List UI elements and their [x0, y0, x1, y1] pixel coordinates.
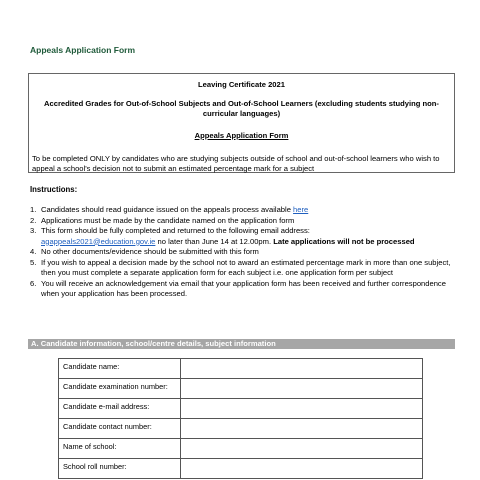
item-text: This form should be fully completed and returned to the following email address:	[41, 226, 310, 235]
section-a-header: A. Candidate information, school/centre details, subject information	[28, 339, 455, 349]
field-label: School roll number:	[59, 459, 181, 479]
school-name-field[interactable]	[181, 439, 423, 459]
form-header-box	[28, 73, 455, 173]
item-number: 2.	[30, 215, 37, 225]
contact-number-field[interactable]	[181, 419, 423, 439]
field-label: Candidate examination number:	[59, 379, 181, 399]
item-text: If you wish to appeal a decision made by the school not to award an estimated percentage mark in more than one subject, then you must complete a separate application form for each subject i.e. one application form per subject	[41, 257, 451, 277]
item-number: 6.	[30, 278, 37, 288]
form-title: Appeals Application Form	[194, 131, 289, 140]
table-row	[59, 439, 423, 459]
exam-title: Leaving Certificate 2021	[198, 80, 285, 89]
list-item	[30, 279, 455, 300]
list-item	[30, 205, 455, 216]
document-title: Appeals Application Form	[30, 45, 136, 55]
item-number: 4.	[30, 247, 37, 256]
table-row	[59, 399, 423, 419]
item-text: Applications must be made by the candidate named on the application form	[41, 215, 295, 225]
table-row	[59, 459, 423, 479]
email-link[interactable]: agappeals2021@education.gov.ie	[41, 236, 156, 246]
item-number: 3.	[30, 226, 37, 235]
table-row	[59, 379, 423, 399]
item-text: You will receive an acknowledgement via email that your application form has been received and further correspondence when your application has been processed.	[41, 278, 446, 298]
item-text: No other documents/evidence should be submitted with this form	[41, 247, 259, 256]
late-warning: Late applications will not be processed	[273, 236, 415, 246]
field-label: Candidate e-mail address:	[59, 399, 181, 419]
table-row	[59, 419, 423, 439]
field-label: Name of school:	[59, 439, 181, 459]
item-text-continued: no later than June 14 at 12.00pm.	[155, 236, 274, 246]
field-label: Candidate name:	[59, 359, 181, 379]
candidate-name-field[interactable]	[181, 359, 423, 379]
list-item	[30, 258, 455, 279]
item-number: 1.	[30, 205, 37, 214]
eligibility-note: To be completed ONLY by candidates who are studying subjects outside of school and out-of-school learners who wish to appeal a school's decision not to submit an estimated percentage mark for a subject	[32, 154, 440, 173]
roll-number-field[interactable]	[181, 459, 423, 479]
instructions-heading: Instructions:	[30, 185, 78, 194]
list-item	[30, 247, 455, 258]
item-number: 5.	[30, 257, 37, 267]
scheme-title: Accredited Grades for Out-of-School Subjects and Out-of-School Learners (excluding students studying non-curricular languages)	[44, 99, 439, 118]
email-field[interactable]	[181, 399, 423, 419]
list-item	[30, 216, 455, 227]
guidance-link[interactable]: here	[293, 205, 309, 214]
candidate-info-table	[58, 358, 423, 479]
instructions-list	[30, 205, 455, 300]
exam-number-field[interactable]	[181, 379, 423, 399]
field-label: Candidate contact number:	[59, 419, 181, 439]
item-text: Candidates should read guidance issued on the appeals process available	[41, 205, 294, 214]
table-row	[59, 359, 423, 379]
list-item	[30, 226, 455, 247]
